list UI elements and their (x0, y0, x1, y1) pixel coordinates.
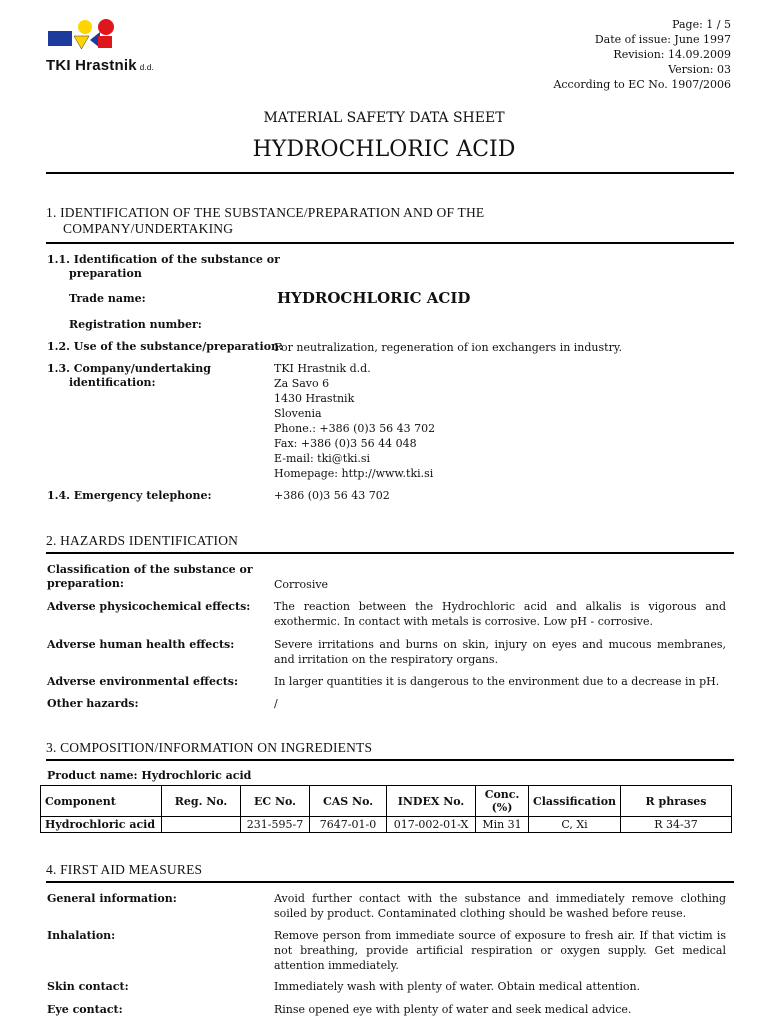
use-value: For neutralization, regeneration of ion exchangers in industry. (274, 341, 623, 354)
company-label: 1.3. Company/undertaking identification: (47, 362, 211, 389)
table-cell: C, Xi (529, 817, 621, 833)
table-cell: 017-002-01-X (387, 817, 476, 833)
section-2-heading: 2. HAZARDS IDENTIFICATION (46, 533, 239, 548)
table-header-cell: CAS No. (310, 786, 387, 817)
composition-table (40, 785, 732, 833)
skin-contact-value: Immediately wash with plenty of water. Obtain medical attention. (274, 980, 641, 993)
document-title: MATERIAL SAFETY DATA SHEET (263, 110, 505, 126)
product-name: Product name: Hydrochloric acid (47, 769, 252, 782)
table-cell: 7647-01-0 (310, 817, 387, 833)
section-1-heading: 1. IDENTIFICATION OF THE SUBSTANCE/PREPARATION AND OF THE COMPANY/UNDERTAKING (46, 205, 485, 236)
skin-contact-label: Skin contact: (47, 980, 129, 993)
section-3-heading: 3. COMPOSITION/INFORMATION ON INGREDIENTS (46, 740, 373, 755)
table-header-cell: Reg. No. (162, 786, 241, 817)
version: Version: 03 (668, 63, 731, 76)
classification-label: Classification of the substance or preparation: (47, 563, 253, 590)
logo-red-circle (98, 19, 114, 35)
other-hazards-value: / (274, 697, 278, 710)
eye-contact-label: Eye contact: (47, 1003, 123, 1016)
physicochemical-label: Adverse physicochemical effects: (47, 600, 251, 613)
trade-name-label: Trade name: (69, 292, 146, 305)
table-row (41, 817, 732, 833)
other-hazards-label: Other hazards: (47, 697, 139, 710)
section-4-rule (46, 881, 734, 883)
classification-value: Corrosive (274, 578, 329, 591)
table-cell (162, 817, 241, 833)
health-value: Severe irritations and burns on skin, injury on eyes and mucous membranes, and irritation on the respiratory organs. (274, 638, 726, 666)
inhalation-label: Inhalation: (47, 929, 116, 942)
environmental-value: In larger quantities it is dangerous to the environment due to a decrease in pH. (274, 675, 720, 688)
general-info-label: General information: (47, 892, 177, 905)
environmental-label: Adverse environmental effects: (47, 675, 239, 688)
table-header-cell: Component (41, 786, 162, 817)
company-address: TKI Hrastnik d.d. Za Savo 6 1430 Hrastnik Slovenia Phone.: +386 (0)3 56 43 702 Fax: +386 (0)3 56 44 048 E-mail: tki@tki.si Homepage: http://www.tki.si (274, 362, 436, 480)
physicochemical-value: The reaction between the Hydrochloric acid and alkalis is vigorous and exothermic. In contact with metals is corrosive. Low pH - corrosive. (274, 600, 726, 628)
document-meta (553, 17, 731, 92)
section-1-rule (46, 242, 734, 244)
emergency-label: 1.4. Emergency telephone: (47, 489, 212, 502)
table-header-cell: Conc. (%) (476, 786, 529, 817)
use-label: 1.2. Use of the substance/preparation: (47, 340, 284, 353)
title-rule (46, 172, 734, 174)
regulation-ref: According to EC No. 1907/2006 (553, 78, 731, 91)
logo-yellow-circle (78, 20, 92, 34)
table-header-cell: R phrases (621, 786, 732, 817)
date-of-issue: Date of issue: June 1997 (594, 33, 731, 46)
company-logo-text: TKI Hrastnik d.d. (46, 57, 154, 74)
table-header-cell: Classification (529, 786, 621, 817)
table-header-cell: INDEX No. (387, 786, 476, 817)
section-3-rule (46, 759, 734, 761)
logo-blue-rect (48, 31, 72, 46)
eye-contact-value: Rinse opened eye with plenty of water and seek medical advice. (274, 1003, 632, 1016)
registration-label: Registration number: (69, 318, 202, 331)
document-substance-name: HYDROCHLORIC ACID (252, 137, 516, 162)
page-number: Page: 1 / 5 (672, 18, 731, 31)
table-cell: Min 31 (476, 817, 529, 833)
table-cell: Hydrochloric acid (41, 817, 162, 833)
logo-red-rect (98, 36, 112, 48)
general-info-value: Avoid further contact with the substance and immediately remove clothing soiled by product. Contaminated clothing should be washed before reuse. (274, 892, 726, 920)
emergency-value: +386 (0)3 56 43 702 (274, 489, 390, 502)
section-2-rule (46, 552, 734, 554)
id-label: 1.1. Identification of the substance or preparation (47, 253, 280, 280)
revision-date: Revision: 14.09.2009 (613, 48, 731, 61)
table-header-row (41, 786, 732, 817)
health-label: Adverse human health effects: (47, 638, 235, 651)
trade-name-value: HYDROCHLORIC ACID (277, 289, 471, 307)
inhalation-value: Remove person from immediate source of exposure to fresh air. If that victim is not breathing, provide artificial respiration or oxygen supply. Get medical attention immediately. (274, 929, 726, 972)
table-cell: R 34-37 (621, 817, 732, 833)
section-4-heading: 4. FIRST AID MEASURES (46, 862, 203, 877)
logo-yellow-triangle (74, 36, 89, 49)
table-header-cell: EC No. (241, 786, 310, 817)
table-cell: 231-595-7 (241, 817, 310, 833)
